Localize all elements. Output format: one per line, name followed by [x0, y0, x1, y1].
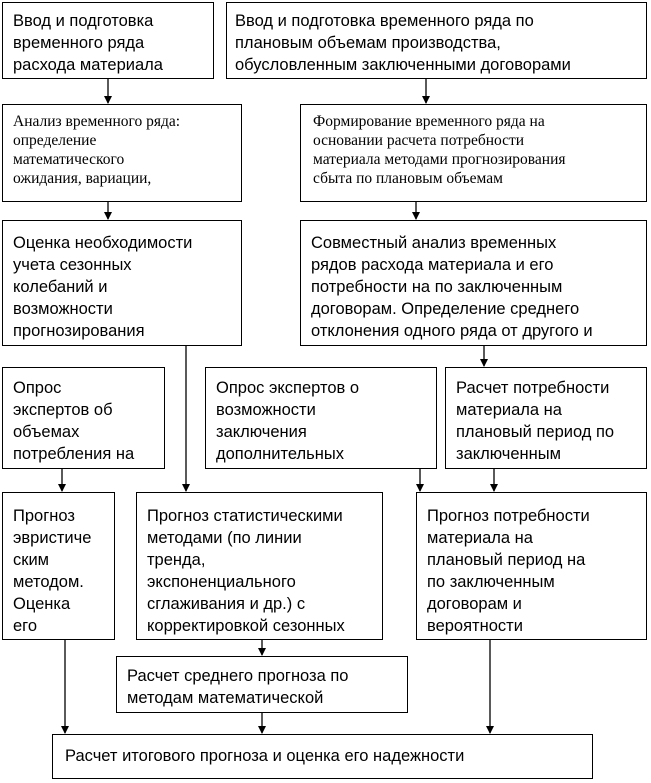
box-need-calc-text: Расчет потребности материала на плановый период по заключенным	[456, 379, 615, 463]
box-expert-volume-text: Опрос экспертов об объемах потребления на	[13, 379, 135, 463]
box-input-consumption-text: Ввод и подготовка временного ряда расхода материала	[13, 12, 163, 74]
box-joint-analysis-text: Совместный анализ временных рядов расхода материала и его потребности на по заключенным договорам. Определение среднего отклонения одного ряда от другого и	[311, 234, 593, 340]
box-analysis-text: Анализ временного ряда: определение математического ожидания, вариации,	[13, 113, 181, 187]
box-input-planned-text: Ввод и подготовка временного ряда по плановым объемам производства, обусловленным заключенными договорами	[235, 12, 571, 74]
box-average-text: Расчет среднего прогноза по методам математической	[127, 667, 349, 707]
box-final-text: Расчет итогового прогноза и оценка его надежности	[65, 747, 465, 765]
box-forming-text: Формирование временного ряда на основании расчета потребности материала методами прогнозирования сбыта по плановым объемам	[313, 113, 566, 187]
box-statistical-text: Прогноз статистическими методами (по линии тренда, экспоненциального сглаживания и др.) с корректировкой сезонных	[147, 507, 345, 635]
box-need-forecast-text: Прогноз потребности материала на плановый период на по заключенным договорам и вероятности	[427, 507, 590, 635]
box-heuristic-text: Прогноз эвристиче ским методом. Оценка его	[13, 507, 92, 635]
box-seasonality-text: Оценка необходимости учета сезонных колебаний и возможности прогнозирования	[13, 234, 193, 340]
box-expert-contracts-text: Опрос экспертов о возможности заключения дополнительных	[216, 379, 360, 463]
